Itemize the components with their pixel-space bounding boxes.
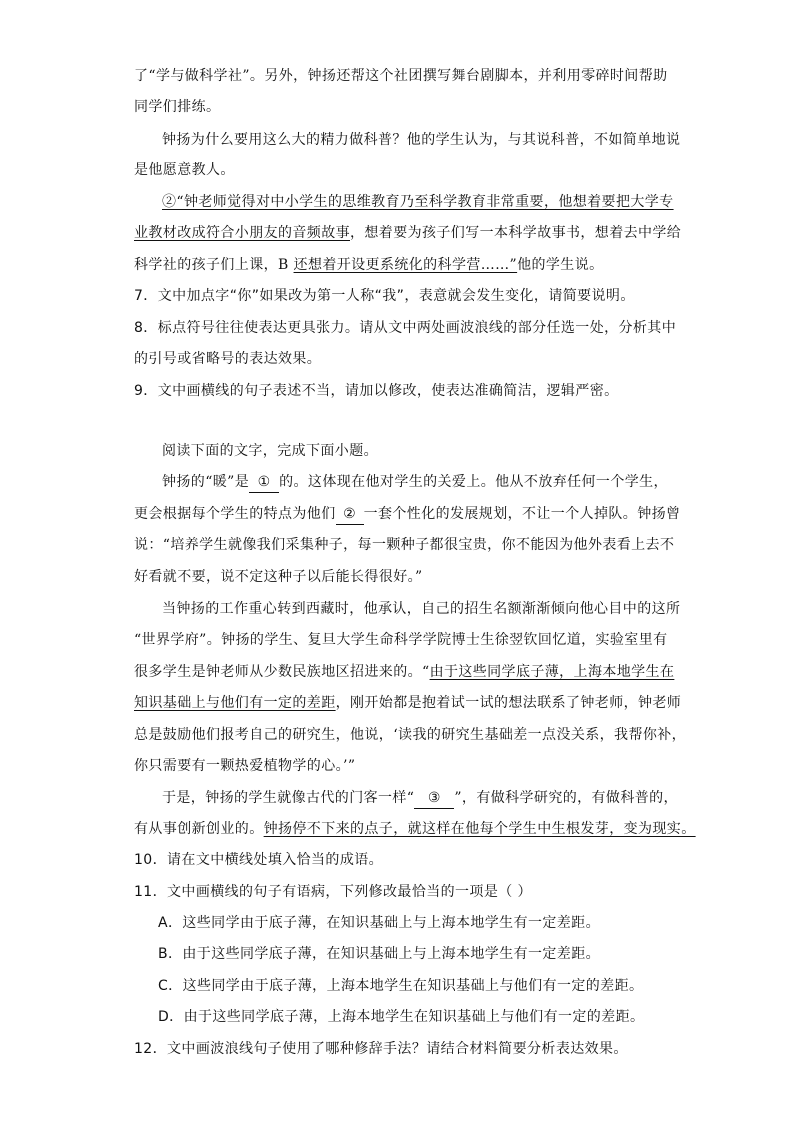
passage-text: 很多学生是钟老师从少数民族地区招进来的。“ — [134, 664, 430, 680]
passage-text: 的。这体现在他对学生的关爱上。他从不放弃任何一个学生， — [279, 474, 668, 490]
passage-text: 更会根据每个学生的特点为他们 — [134, 506, 336, 522]
option-a: A．这些同学由于底子薄，在知识基础上与上海本地学生有一定差距。 — [158, 915, 600, 931]
passage-line: 钟扬为什么要用这么大的精力做科普？他的学生认为，与其说科普，不如简单地说 — [162, 132, 681, 148]
passage-text: ，想着要为孩子们写一本科学故事书，想着去中学给 — [350, 225, 682, 241]
underlined-sentence: ②“钟老师觉得对中小学生的思维教育乃至科学教育非常重要，他想着要把大学专 — [162, 194, 674, 210]
passage-text: 一套个性化的发展规划，不让一个人掉队。钟扬曾 — [363, 506, 681, 522]
question-8: 8．标点符号往往使表达更具张力。请从文中两处画波浪线的部分任选一处，分析其中 — [134, 320, 677, 336]
passage-line: 好看就不要，说不定这种子以后能长得很好。” — [134, 569, 423, 585]
option-d: D．由于这些同学底子薄，上海本地学生在知识基础上与他们有一定的差距。 — [158, 1009, 645, 1025]
passage-text: 他的学生说。 — [517, 257, 604, 273]
answer-blank-3: ③ — [414, 788, 454, 809]
underlined-sentence: 业教材改成符合小朋友的音频故事 — [134, 225, 350, 241]
passage-line: 总是鼓励他们报考自己的研究生，他说，‘读我的研究生基础差一点没关系，我帮你补， — [134, 727, 687, 743]
passage-text: 有从事创新创业的。 — [134, 821, 264, 837]
passage-line — [134, 504, 680, 525]
passage-text: 于是，钟扬的学生就像古代的门客一样“ — [162, 790, 415, 806]
underlined-sentence: 由于这些同学底子薄，上海本地学生在 — [429, 664, 675, 680]
question-10: 10．请在文中横线处填入恰当的成语。 — [134, 852, 384, 868]
passage-text: ，刚开始都是抱着试一试的想法联系了钟老师，钟老师 — [335, 695, 682, 711]
passage-line: 了“学与做科学社”。另外，钟扬还帮这个社团撰写舞台剧脚本，并利用零碎时间帮助 — [134, 68, 668, 84]
passage-line — [134, 255, 604, 275]
passage-line: 你只需要有一颗热爱植物学的心。’” — [134, 758, 356, 774]
passage-line — [134, 223, 681, 243]
question-7: 7．文中加点字“你”如果改为第一人称“我”，表意就会发生变化，请简要说明。 — [134, 288, 635, 304]
option-c: C．这些同学由于底子薄，上海本地学生在知识基础上与他们有一定的差距。 — [158, 978, 644, 994]
passage-line: 说：“培养学生就像我们采集种子，每一颗种子都很宝贵，你不能因为他外表看上去不 — [134, 537, 675, 553]
passage-text: 钟扬的“暖”是 — [162, 474, 250, 490]
question-12: 12．文中画波浪线句子使用了哪种修辞手法？请结合材料简要分析表达效果。 — [134, 1041, 628, 1057]
passage-text: 科学社的孩子们上课，B — [134, 257, 294, 273]
passage-line — [134, 693, 681, 713]
question-11: 11．文中画横线的句子有语病，下列修改最恰当的一项是（ ） — [134, 884, 532, 900]
answer-blank-1: ① — [249, 472, 279, 493]
answer-blank-2: ② — [336, 504, 364, 525]
passage-line — [162, 788, 678, 809]
passage-line — [134, 819, 696, 839]
question-9: 9．文中画横线的句子表述不当，请加以修改，使表达准确简洁，逻辑严密。 — [134, 383, 619, 399]
passage-text: ”，有做科学研究的，有做科普的， — [454, 790, 678, 806]
underlined-sentence: 知识基础上与他们有一定的差距 — [134, 695, 336, 711]
option-b: B．由于这些同学底子薄，在知识基础上与上海本地学生有一定差距。 — [158, 946, 601, 962]
underlined-sentence: 钟扬停不下来的点子，就这样在他每个学生中生根发芽，变为现实。 — [263, 821, 696, 837]
passage-line: 是他愿意教人。 — [134, 162, 235, 178]
question-8-cont: 的引号或省略号的表达效果。 — [134, 351, 322, 367]
passage-line: 当钟扬的工作重心转到西藏时，他承认，自己的招生名额渐渐倾向他心目中的这所 — [162, 601, 681, 617]
section-instruction: 阅读下面的文字，完成下面小题。 — [162, 443, 378, 459]
passage-line — [162, 472, 668, 493]
passage-line: 同学们排练。 — [134, 99, 221, 115]
passage-line: “世界学府”。钟扬的学生、复旦大学生命科学学院博士生徐翌钦回忆道，实验室里有 — [134, 632, 668, 648]
passage-line — [134, 662, 674, 682]
underlined-sentence: 还想着开设更系统化的科学营……” — [293, 257, 518, 273]
